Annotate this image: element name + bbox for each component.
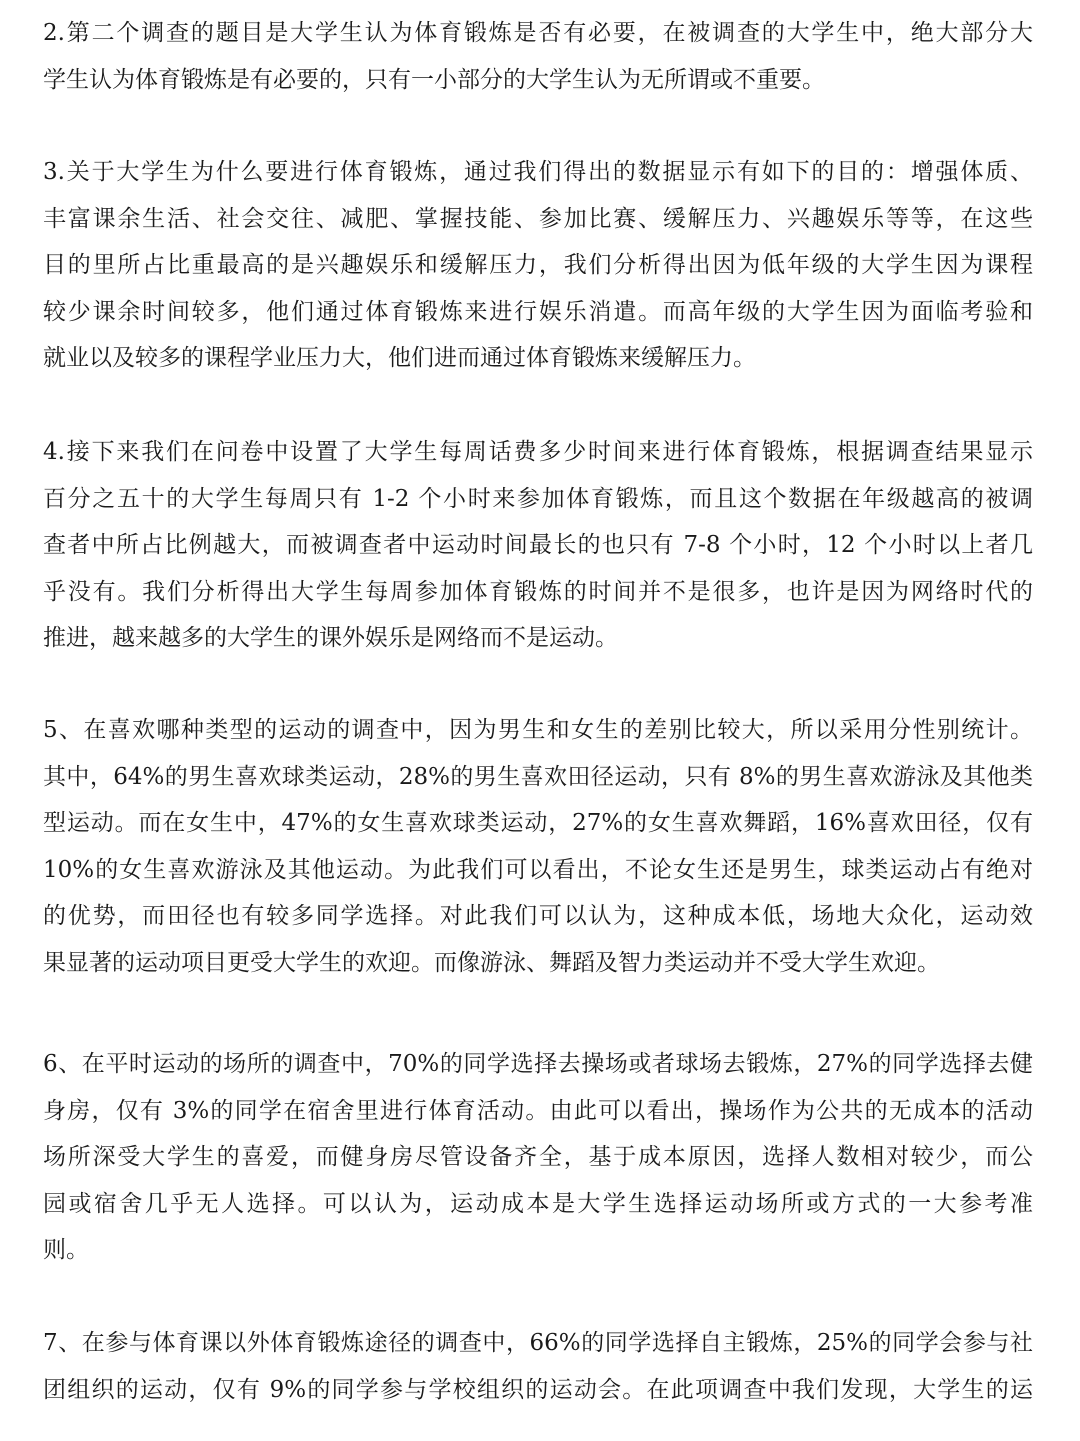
text-line: 较少课余时间较多，他们通过体育锻炼来进行娱乐消遣。而高年级的大学生因为面临考验和 — [43, 298, 1033, 325]
text-line: 场所深受大学生的喜爱，而健身房尽管设备齐全，基于成本原因，选择人数相对较少，而公 — [43, 1144, 1033, 1170]
text-line: 3.关于大学生为什么要进行体育锻炼，通过我们得出的数据显示有如下的目的：增强体质、 — [43, 159, 1033, 185]
text-line: 4.接下来我们在问卷中设置了大学生每周话费多少时间来进行体育锻炼，根据调查结果显示 — [43, 439, 1033, 465]
text-line: 6、在平时运动的场所的调查中，70%的同学选择去操场或者球场去锻炼，27%的同学选择去健 — [43, 1051, 1033, 1077]
text-line: 型运动。而在女生中，47%的女生喜欢球类运动，27%的女生喜欢舞蹈，16%喜欢田径，仅有 — [43, 810, 1033, 836]
paragraph-5 — [43, 707, 1033, 986]
text-line: 乎没有。我们分析得出大学生每周参加体育锻炼的时间并不是很多，也许是因为网络时代的 — [43, 578, 1033, 605]
text-line: 查者中所占比例越大，而被调查者中运动时间最长的也只有 7-8 个小时，12 个小时以上者几 — [43, 532, 1033, 558]
text-line: 学生认为体育锻炼是有必要的，只有一小部分的大学生认为无所谓或不重要。 — [43, 66, 825, 93]
text-line: 2.第二个调查的题目是大学生认为体育锻炼是否有必要，在被调查的大学生中，绝大部分大 — [43, 20, 1033, 46]
text-line: 10%的女生喜欢游泳及其他运动。为此我们可以看出，不论女生还是男生，球类运动占有绝对 — [43, 856, 1033, 883]
text-line: 推进，越来越多的大学生的课外娱乐是网络而不是运动。 — [43, 625, 618, 651]
paragraph-3 — [43, 149, 1033, 382]
text-line: 其中，64%的男生喜欢球类运动，28%的男生喜欢田径运动，只有 8%的男生喜欢游泳及其他类 — [43, 763, 1033, 790]
paragraph-2 — [43, 10, 1033, 103]
text-line: 团组织的运动，仅有 9%的同学参与学校组织的运动会。在此项调查中我们发现，大学生的运 — [43, 1376, 1033, 1403]
text-line: 百分之五十的大学生每周只有 1-2 个小时来参加体育锻炼，而且这个数据在年级越高的被调 — [43, 485, 1033, 512]
text-line: 果显著的运动项目更受大学生的欢迎。而像游泳、舞蹈及智力类运动并不受大学生欢迎。 — [43, 949, 940, 976]
text-line: 丰富课余生活、社会交往、减肥、掌握技能、参加比赛、缓解压力、兴趣娱乐等等，在这些 — [43, 205, 1033, 232]
text-line: 则。 — [43, 1237, 89, 1263]
paragraph-7 — [43, 1320, 1033, 1413]
text-line: 园或宿舍几乎无人选择。可以认为，运动成本是大学生选择运动场所或方式的一大参考准 — [43, 1190, 1033, 1217]
text-line: 的优势，而田径也有较多同学选择。对此我们可以认为，这种成本低，场地大众化，运动效 — [43, 903, 1033, 929]
text-line: 就业以及较多的课程学业压力大，他们进而通过体育锻炼来缓解压力。 — [43, 345, 756, 371]
paragraph-6 — [43, 1041, 1033, 1274]
paragraph-4 — [43, 429, 1033, 662]
text-line: 7、在参与体育课以外体育锻炼途径的调查中，66%的同学选择自主锻炼，25%的同学会参与社 — [43, 1330, 1033, 1356]
text-line: 目的里所占比重最高的是兴趣娱乐和缓解压力，我们分析得出因为低年级的大学生因为课程 — [43, 252, 1033, 278]
text-line: 身房，仅有 3%的同学在宿舍里进行体育活动。由此可以看出，操场作为公共的无成本的活动 — [43, 1097, 1033, 1124]
text-line: 5、在喜欢哪种类型的运动的调查中，因为男生和女生的差别比较大，所以采用分性别统计。 — [43, 717, 1033, 743]
